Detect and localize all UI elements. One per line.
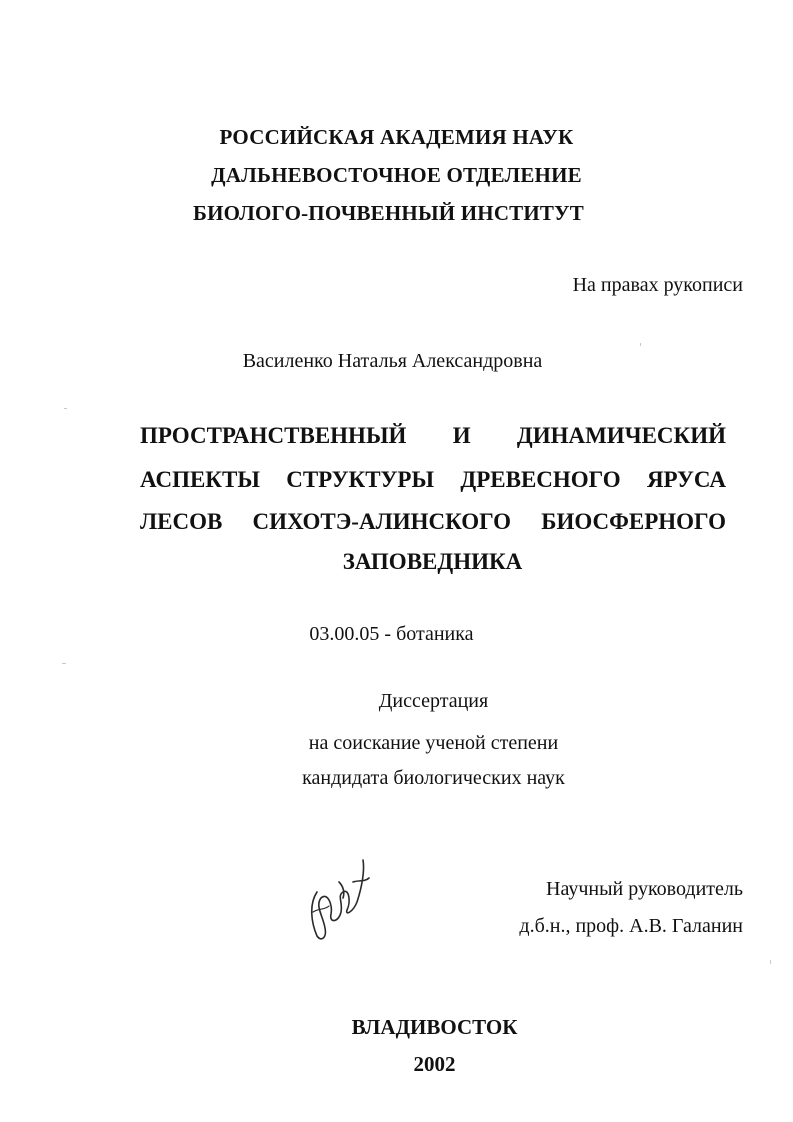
year: 2002 <box>413 1052 456 1076</box>
supervisor-name: д.б.н., проф. А.В. Галанин <box>519 915 743 937</box>
city-name: ВЛАДИВОСТОК <box>351 1015 518 1039</box>
scan-speck <box>64 408 67 409</box>
academy-name: РОССИЙСКАЯ АКАДЕМИЯ НАУК <box>219 125 574 149</box>
title-line-1: ПРОСТРАНСТВЕННЫЙ И ДИНАМИЧЕСКИЙ <box>140 423 726 448</box>
title-line-4: ЗАПОВЕДНИКА <box>342 549 523 574</box>
scan-speck <box>770 960 771 964</box>
degree-purpose: на соискание ученой степени <box>308 732 559 754</box>
author-name: Василенко Наталья Александровна <box>242 350 543 372</box>
supervisor-label: Научный руководитель <box>546 878 743 900</box>
title-line-3: ЛЕСОВ СИХОТЭ-АЛИНСКОГО БИОСФЕРНОГО <box>140 509 726 534</box>
degree-field: кандидата биологических наук <box>302 767 565 789</box>
scan-speck <box>640 343 641 346</box>
institute-name: БИОЛОГО-ПОЧВЕННЫЙ ИНСТИТУТ <box>193 201 584 225</box>
title-line-2: АСПЕКТЫ СТРУКТУРЫ ДРЕВЕСНОГО ЯРУСА <box>140 467 726 492</box>
scan-speck <box>62 663 66 664</box>
specialty-code: 03.00.05 - ботаника <box>309 623 474 645</box>
branch-name: ДАЛЬНЕВОСТОЧНОЕ ОТДЕЛЕНИЕ <box>211 163 582 187</box>
handwritten-signature <box>303 852 373 944</box>
degree-type: Диссертация <box>378 690 489 712</box>
manuscript-note: На правах рукописи <box>572 274 743 296</box>
